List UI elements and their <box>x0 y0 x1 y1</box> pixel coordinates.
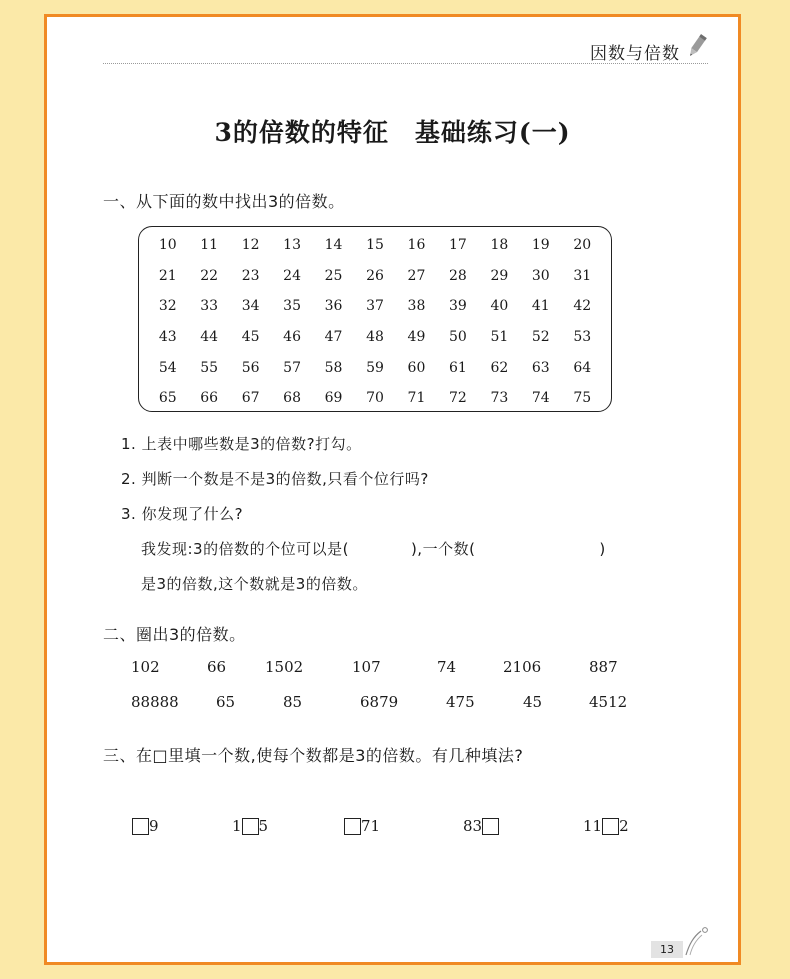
grid-number[interactable]: 64 <box>573 359 592 376</box>
grid-number[interactable]: 45 <box>241 329 260 346</box>
page-number: 13 <box>651 941 683 958</box>
grid-number[interactable]: 42 <box>573 298 592 315</box>
grid-number[interactable]: 22 <box>200 267 219 284</box>
grid-row <box>147 230 603 261</box>
circle-number: 887 <box>589 658 618 676</box>
grid-number[interactable]: 15 <box>366 237 384 254</box>
circle-number: 74 <box>437 658 457 676</box>
digit-after: 2 <box>619 817 629 835</box>
section3-heading: 三、在□里填一个数,使每个数都是3的倍数。有几种填法? <box>103 746 524 765</box>
grid-row <box>147 352 603 383</box>
grid-number[interactable]: 59 <box>366 359 384 376</box>
answer-box[interactable] <box>602 818 619 835</box>
grid-number[interactable]: 14 <box>324 237 343 254</box>
digit-after: 5 <box>258 817 269 835</box>
grid-number[interactable]: 10 <box>158 237 177 254</box>
fill-item-1 <box>132 817 159 835</box>
number-grid-box <box>138 226 612 412</box>
grid-number[interactable]: 73 <box>490 390 509 407</box>
circle-number: 65 <box>216 693 236 711</box>
grid-number[interactable]: 31 <box>573 267 592 284</box>
answer-box[interactable] <box>242 818 259 835</box>
circle-number: 107 <box>352 658 381 676</box>
grid-number[interactable]: 36 <box>324 298 343 315</box>
grid-row <box>147 322 603 353</box>
grid-number[interactable]: 61 <box>448 359 467 376</box>
grid-number[interactable]: 37 <box>366 298 384 315</box>
grid-number[interactable]: 65 <box>158 390 177 407</box>
grid-number[interactable]: 32 <box>158 298 177 315</box>
grid-number[interactable]: 52 <box>531 329 550 346</box>
digit-before: 11 <box>583 817 603 835</box>
grid-number[interactable]: 57 <box>283 359 301 376</box>
grid-number[interactable]: 47 <box>324 329 343 346</box>
grid-row <box>147 291 603 322</box>
grid-number[interactable]: 26 <box>366 267 384 284</box>
grid-row <box>147 383 603 414</box>
grid-number[interactable]: 74 <box>531 390 550 407</box>
grid-number[interactable]: 55 <box>200 359 219 376</box>
grid-number[interactable]: 51 <box>490 329 509 346</box>
page-title: 3的倍数的特征 基础练习(一) <box>214 118 571 147</box>
circle-number: 475 <box>446 693 475 711</box>
question-1: 1. 上表中哪些数是3的倍数?打勾。 <box>121 435 362 453</box>
swirl-decoration-icon <box>683 925 711 957</box>
grid-number[interactable]: 48 <box>366 329 384 346</box>
fill-item-5 <box>583 817 629 835</box>
fill-item-2 <box>232 817 268 835</box>
fill-item-3 <box>344 817 380 835</box>
circle-number: 2106 <box>503 658 542 676</box>
grid-number[interactable]: 13 <box>283 237 301 254</box>
grid-number[interactable]: 21 <box>158 267 177 284</box>
circle-number: 88888 <box>131 693 179 711</box>
grid-number[interactable]: 54 <box>158 359 177 376</box>
grid-number[interactable]: 11 <box>200 237 219 254</box>
grid-row <box>147 261 603 292</box>
answer-box[interactable] <box>482 818 499 835</box>
digit-after: 9 <box>149 817 159 835</box>
grid-number[interactable]: 46 <box>283 329 301 346</box>
grid-number[interactable]: 60 <box>407 359 426 376</box>
grid-number[interactable]: 16 <box>407 237 426 254</box>
grid-number[interactable]: 41 <box>531 298 550 315</box>
grid-number[interactable]: 30 <box>531 267 550 284</box>
pencil-icon <box>686 33 708 59</box>
digit-before: 83 <box>463 817 483 835</box>
circle-number: 66 <box>207 658 227 676</box>
grid-number[interactable]: 72 <box>448 390 467 407</box>
grid-number[interactable]: 68 <box>283 390 301 407</box>
grid-number[interactable]: 39 <box>448 298 467 315</box>
answer-box[interactable] <box>344 818 361 835</box>
grid-number[interactable]: 33 <box>200 298 219 315</box>
question-3: 3. 你发现了什么? <box>121 505 244 523</box>
question-2: 2. 判断一个数是不是3的倍数,只看个位行吗? <box>121 470 429 488</box>
grid-number[interactable]: 71 <box>407 390 426 407</box>
number-grid <box>147 230 603 414</box>
grid-number[interactable]: 69 <box>324 390 343 407</box>
circle-number: 1502 <box>265 658 304 676</box>
grid-number[interactable]: 50 <box>448 329 467 346</box>
grid-number[interactable]: 66 <box>200 390 219 407</box>
circle-number: 85 <box>283 693 303 711</box>
circle-number: 102 <box>131 658 160 676</box>
section1-heading: 一、从下面的数中找出3的倍数。 <box>103 192 345 211</box>
grid-number[interactable]: 19 <box>531 237 550 254</box>
fill-item-4 <box>463 817 499 835</box>
answer-box[interactable] <box>132 818 149 835</box>
grid-number[interactable]: 58 <box>324 359 343 376</box>
grid-number[interactable]: 29 <box>490 267 509 284</box>
grid-number[interactable]: 27 <box>407 267 426 284</box>
discovery-line-1: 我发现:3的倍数的个位可以是( ),一个数( ) <box>141 540 606 558</box>
grid-number[interactable]: 38 <box>407 298 426 315</box>
header-divider <box>103 63 708 64</box>
grid-number[interactable]: 20 <box>573 237 592 254</box>
grid-number[interactable]: 34 <box>241 298 260 315</box>
grid-number[interactable]: 25 <box>324 267 343 284</box>
grid-number[interactable]: 67 <box>241 390 260 407</box>
grid-number[interactable]: 17 <box>448 237 467 254</box>
grid-number[interactable]: 12 <box>241 237 260 254</box>
grid-number[interactable]: 70 <box>366 390 384 407</box>
grid-number[interactable]: 23 <box>241 267 260 284</box>
grid-number[interactable]: 56 <box>241 359 260 376</box>
grid-number[interactable]: 24 <box>283 267 301 284</box>
grid-number[interactable]: 53 <box>573 329 592 346</box>
workbook-page <box>44 14 741 965</box>
circle-number: 45 <box>523 693 543 711</box>
grid-number[interactable]: 43 <box>158 329 177 346</box>
grid-number[interactable]: 75 <box>573 390 592 407</box>
grid-number[interactable]: 63 <box>531 359 550 376</box>
chapter-title: 因数与倍数 <box>590 44 680 64</box>
grid-number[interactable]: 28 <box>448 267 467 284</box>
discovery-line-2: 是3的倍数,这个数就是3的倍数。 <box>141 575 368 593</box>
grid-number[interactable]: 49 <box>407 329 426 346</box>
grid-number[interactable]: 40 <box>490 298 509 315</box>
circle-number: 4512 <box>589 693 628 711</box>
grid-number[interactable]: 62 <box>490 359 509 376</box>
grid-number[interactable]: 18 <box>490 237 509 254</box>
section2-heading: 二、圈出3的倍数。 <box>103 625 246 644</box>
grid-number[interactable]: 44 <box>200 329 219 346</box>
grid-number[interactable]: 35 <box>283 298 301 315</box>
digit-after: 71 <box>361 817 381 835</box>
circle-number: 6879 <box>360 693 399 711</box>
digit-before: 1 <box>232 817 242 835</box>
